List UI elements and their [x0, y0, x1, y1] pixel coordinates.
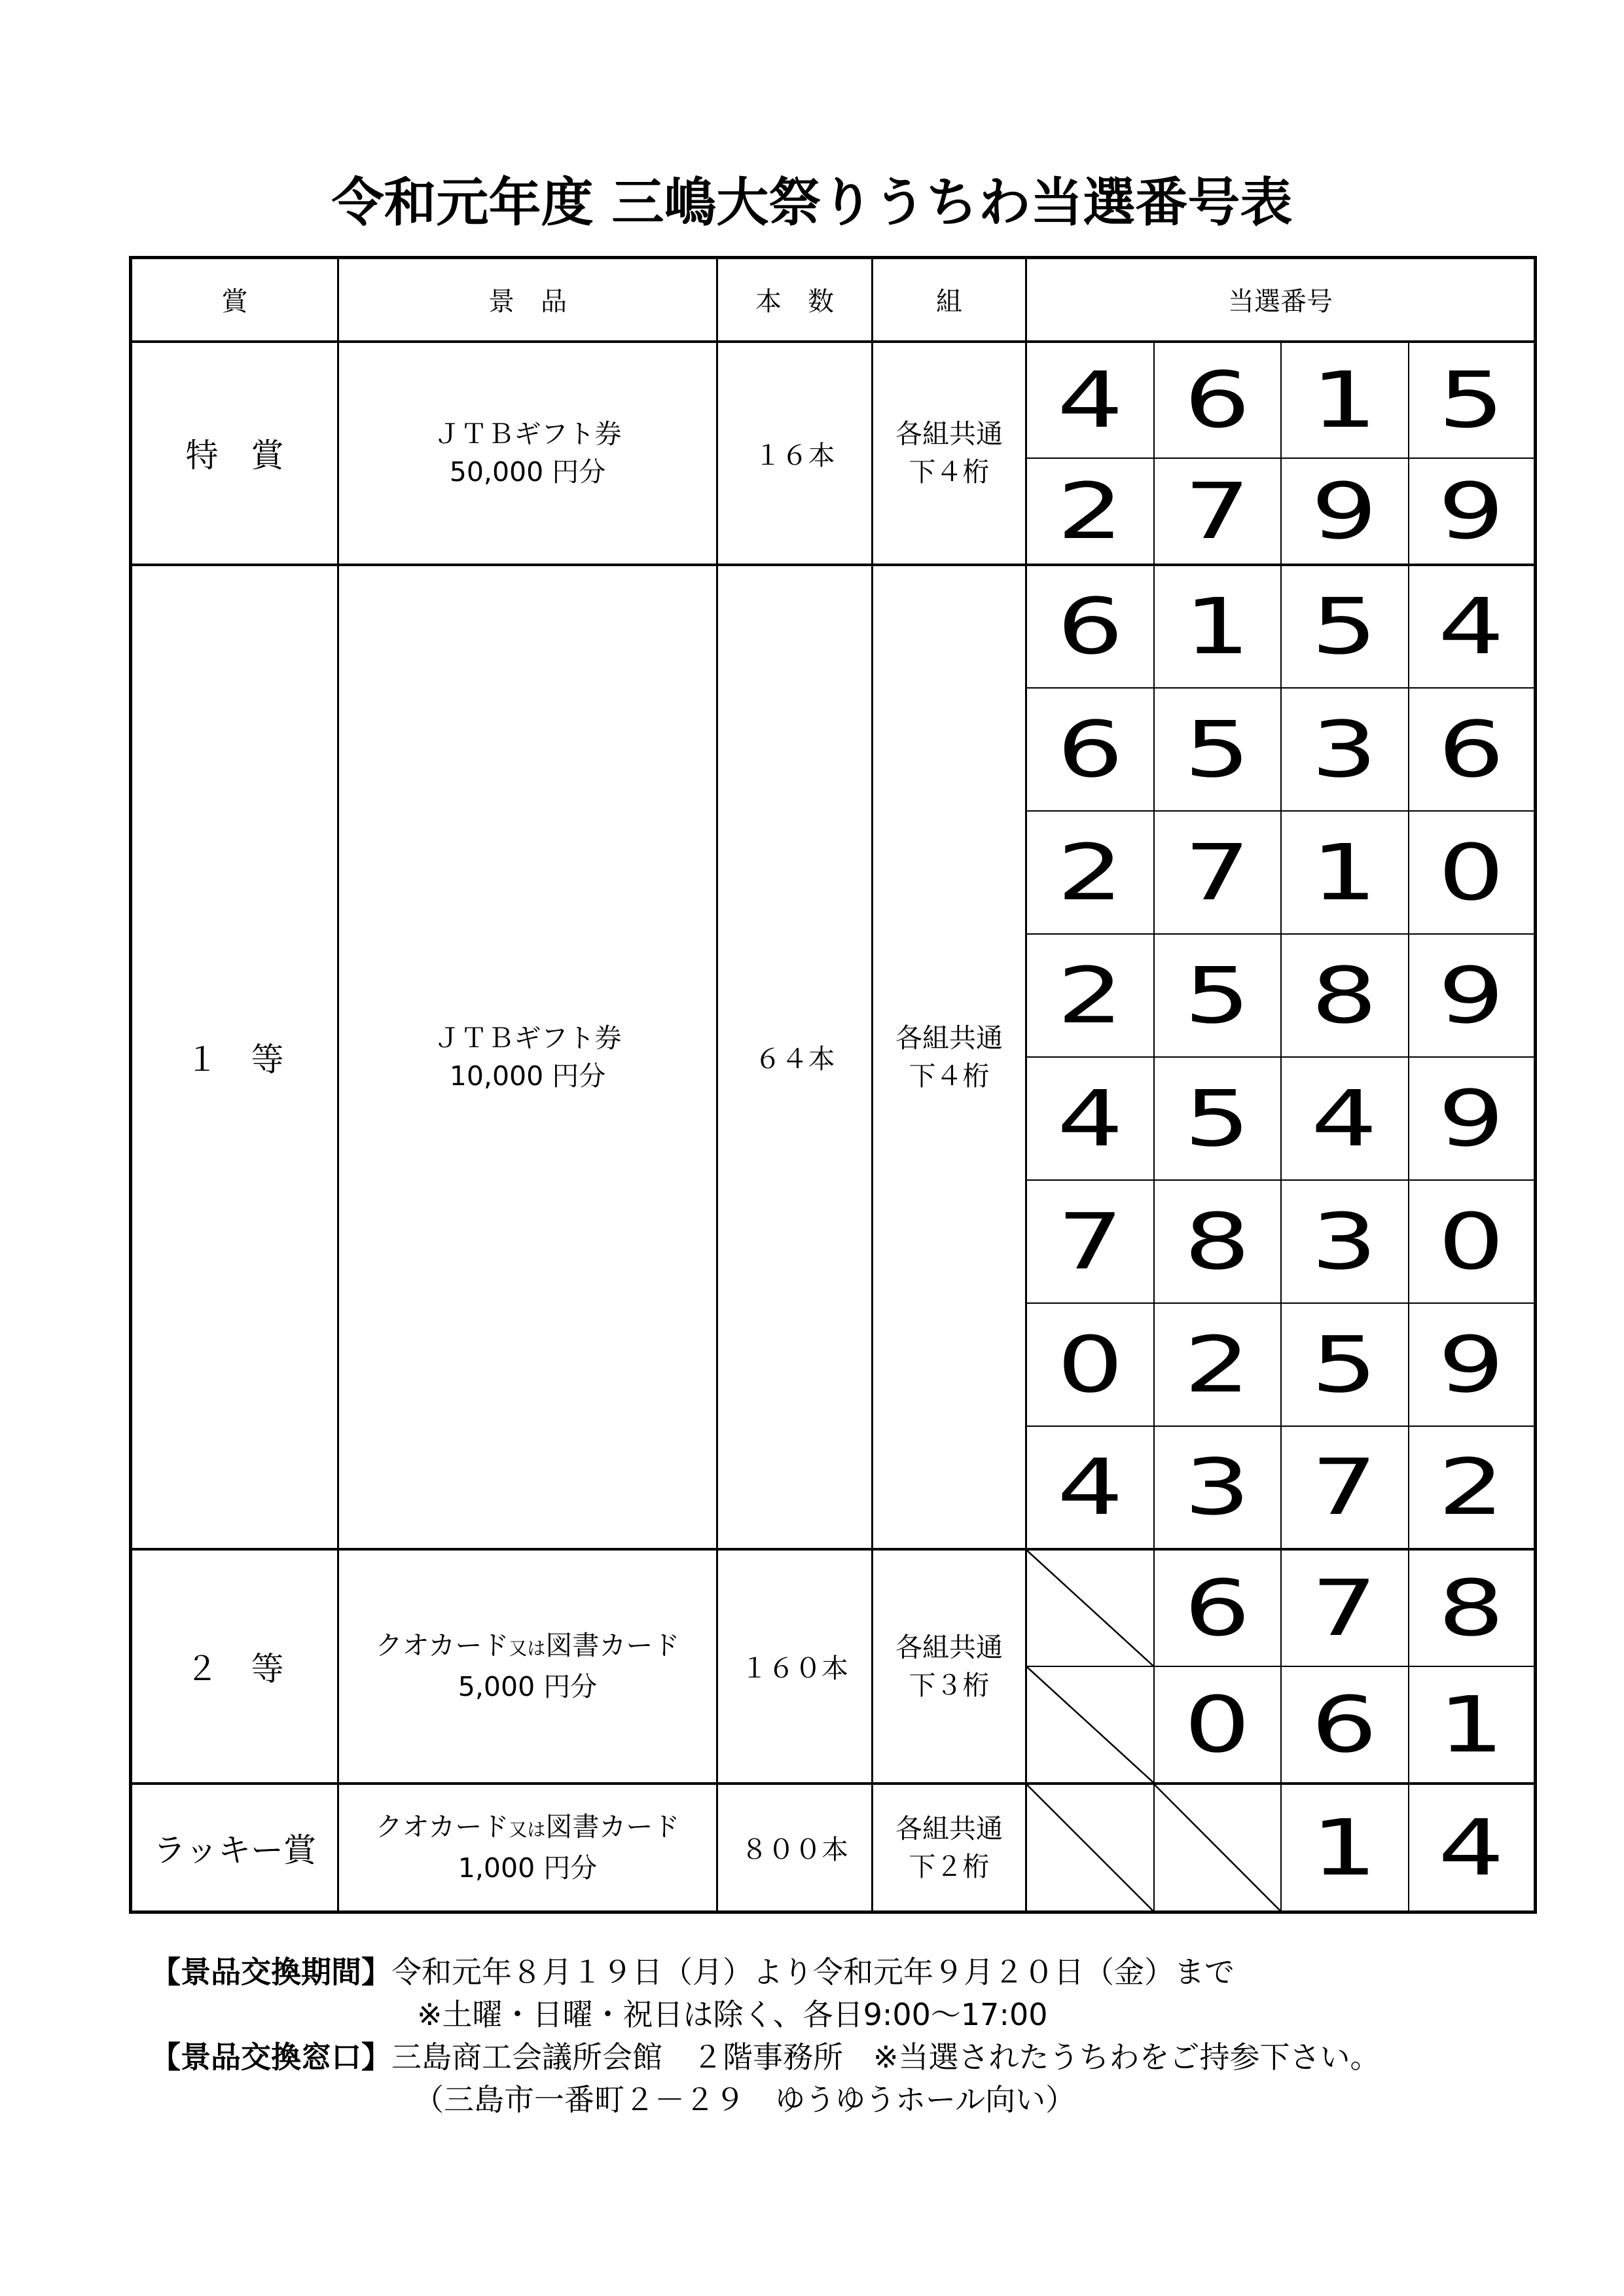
prize-group	[873, 1784, 1026, 1912]
prize-group-digits: 下３桁	[909, 1669, 990, 1701]
winning-number-cell	[1154, 342, 1281, 458]
winning-digit: 7	[1311, 1442, 1378, 1532]
prize-group-common: 各組共通	[895, 1022, 1003, 1054]
winning-number-cell	[1026, 565, 1154, 688]
winning-number-cell	[1409, 1784, 1536, 1912]
winning-digit: 8	[1183, 1196, 1251, 1287]
prize-group-digits: 下４桁	[909, 1060, 990, 1092]
winning-digit: 5	[1183, 950, 1251, 1041]
winning-number-cell	[1026, 688, 1154, 811]
prize-item	[338, 565, 717, 1549]
winning-digit: 7	[1183, 465, 1251, 556]
winning-digit: 6	[1056, 704, 1123, 795]
winning-number-cell	[1409, 1549, 1536, 1666]
winning-digit: 4	[1056, 1442, 1123, 1532]
winning-digit: 1	[1438, 1679, 1505, 1770]
prize-item-amount: 10,000 円分	[449, 1060, 606, 1092]
prize-item-name-or: 又は	[509, 1819, 546, 1841]
exchange-period	[151, 1951, 1235, 1993]
winning-number-cell	[1154, 1426, 1281, 1549]
header-group: 組	[873, 258, 1026, 342]
winning-number-cell	[1409, 688, 1536, 811]
prize-item-name-part: クオカード	[375, 1811, 509, 1843]
winning-digit: 1	[1183, 581, 1251, 672]
prize-name: １ 等	[131, 565, 338, 1549]
winning-numbers-table	[129, 256, 1537, 1914]
prize-item-amount: 1,000 円分	[458, 1852, 598, 1884]
diagonal-slash	[1027, 1551, 1153, 1666]
winning-digit: 6	[1056, 581, 1123, 672]
winning-number-cell	[1281, 688, 1409, 811]
prize-group-digits: 下４桁	[909, 456, 990, 488]
winning-number-cell	[1281, 1549, 1409, 1666]
winning-number-cell	[1409, 342, 1536, 458]
winning-digit: 2	[1056, 465, 1123, 556]
winning-digit: 2	[1056, 950, 1123, 1041]
prize-item	[338, 342, 717, 565]
winning-digit: 9	[1311, 465, 1378, 556]
unused-digit-cell	[1026, 1784, 1154, 1912]
winning-number-cell	[1281, 342, 1409, 458]
winning-digit: 0	[1183, 1679, 1251, 1770]
winning-number-cell	[1154, 1666, 1281, 1784]
winning-number-cell	[1409, 1303, 1536, 1426]
winning-number-cell	[1026, 1180, 1154, 1303]
winning-number-cell	[1154, 811, 1281, 934]
table-row-first-prize	[131, 565, 1536, 688]
winning-digit: 6	[1183, 1562, 1251, 1653]
winning-number-cell	[1154, 458, 1281, 565]
winning-digit: 5	[1183, 1073, 1251, 1164]
unused-digit-cell	[1154, 1784, 1281, 1912]
winning-number-cell	[1281, 1666, 1409, 1784]
exchange-place	[151, 2036, 1380, 2078]
prize-group-common: 各組共通	[895, 418, 1003, 450]
prize-item	[338, 1784, 717, 1912]
prize-item-name-part: 図書カード	[545, 1630, 680, 1661]
winning-number-cell	[1026, 934, 1154, 1057]
table-row-special-prize	[131, 342, 1536, 458]
prize-group	[873, 565, 1026, 1549]
prize-name: ラッキー賞	[131, 1784, 338, 1912]
winning-digit: 1	[1311, 827, 1378, 918]
unused-digit-cell	[1026, 1549, 1154, 1666]
winning-digit: 5	[1311, 1319, 1378, 1410]
prize-item-name-part: 図書カード	[545, 1811, 680, 1843]
prize-item-amount: 50,000 円分	[449, 456, 606, 488]
winning-number-cell	[1409, 565, 1536, 688]
prize-item-name: ＪＴＢギフト券	[433, 1022, 622, 1054]
prize-group-common: 各組共通	[895, 1631, 1003, 1663]
prize-group	[873, 342, 1026, 565]
winning-number-cell	[1026, 811, 1154, 934]
header-item: 景 品	[338, 258, 717, 342]
winning-digit: 3	[1311, 704, 1378, 795]
winning-number-cell	[1409, 1180, 1536, 1303]
winning-digit: 5	[1183, 704, 1251, 795]
winning-digit: 4	[1311, 1073, 1378, 1164]
prize-count: １６０本	[717, 1549, 873, 1784]
winning-number-cell	[1154, 1180, 1281, 1303]
winning-number-cell	[1154, 688, 1281, 811]
winning-digit: 4	[1056, 1073, 1123, 1164]
prize-group-common: 各組共通	[895, 1812, 1003, 1844]
winning-number-cell	[1154, 565, 1281, 688]
winning-digit: 8	[1438, 1562, 1505, 1653]
winning-digit: 2	[1438, 1442, 1505, 1532]
prize-name: 特 賞	[131, 342, 338, 565]
header-count: 本 数	[717, 258, 873, 342]
winning-digit: 1	[1311, 355, 1378, 445]
prize-item-amount: 5,000 円分	[458, 1671, 598, 1702]
header-numbers: 当選番号	[1026, 258, 1536, 342]
prize-name: ２ 等	[131, 1549, 338, 1784]
winning-digit: 9	[1438, 1073, 1505, 1164]
winning-number-cell	[1281, 811, 1409, 934]
winning-digit: 9	[1438, 950, 1505, 1041]
prize-group	[873, 1549, 1026, 1784]
winning-number-cell	[1409, 1426, 1536, 1549]
winning-digit: 0	[1438, 827, 1505, 918]
exchange-period-remark: ※土曜・日曜・祝日は除く、各日9:00～17:00	[417, 1997, 1048, 2032]
exchange-period-label: 【景品交換期間】	[151, 1954, 391, 1990]
winning-number-cell	[1409, 1666, 1536, 1784]
winning-digit: 7	[1056, 1196, 1123, 1287]
winning-digit: 4	[1056, 355, 1123, 445]
winning-digit: 7	[1183, 827, 1251, 918]
prize-item-name-or: 又は	[509, 1638, 546, 1659]
prize-count: ６４本	[717, 565, 873, 1549]
winning-number-cell	[1281, 458, 1409, 565]
winning-number-cell	[1281, 1784, 1409, 1912]
exchange-place-label: 【景品交換窓口】	[151, 2039, 391, 2075]
prize-item-name: ＪＴＢギフト券	[433, 418, 622, 450]
table-row-second-prize	[131, 1549, 1536, 1666]
winning-digit: 8	[1311, 950, 1378, 1041]
diagonal-slash	[1027, 1785, 1153, 1911]
winning-number-cell	[1281, 1057, 1409, 1180]
winning-digit: 6	[1438, 704, 1505, 795]
exchange-place-value: 三島商工会議所会館 ２階事務所 ※当選されたうちわをご持参下さい。	[391, 2039, 1380, 2075]
winning-number-cell	[1409, 811, 1536, 934]
winning-number-cell	[1154, 1549, 1281, 1666]
winning-digit: 3	[1183, 1442, 1251, 1532]
unused-digit-cell	[1026, 1666, 1154, 1784]
winning-digit: 6	[1183, 355, 1251, 445]
page-title: 令和元年度 三嶋大祭りうちわ当選番号表	[331, 172, 1293, 233]
winning-number-cell	[1154, 934, 1281, 1057]
winning-number-cell	[1026, 1057, 1154, 1180]
prize-group-digits: 下２桁	[909, 1850, 990, 1882]
prize-item-name	[339, 1626, 716, 1668]
winning-number-cell	[1281, 1303, 1409, 1426]
winning-digit: 4	[1438, 1802, 1505, 1893]
prize-count: １６本	[717, 342, 873, 565]
winning-number-cell	[1281, 1426, 1409, 1549]
winning-number-cell	[1154, 1303, 1281, 1426]
winning-digit: 9	[1438, 1319, 1505, 1410]
winning-number-cell	[1281, 565, 1409, 688]
table-row-lucky-prize	[131, 1784, 1536, 1912]
winning-number-cell	[1154, 1057, 1281, 1180]
winning-number-cell	[1409, 458, 1536, 565]
winning-number-cell	[1409, 934, 1536, 1057]
winning-digit: 9	[1438, 465, 1505, 556]
winning-digit: 7	[1311, 1562, 1378, 1653]
winning-digit: 0	[1438, 1196, 1505, 1287]
winning-number-cell	[1026, 342, 1154, 458]
winning-number-cell	[1026, 1303, 1154, 1426]
winning-digit: 5	[1311, 581, 1378, 672]
winning-number-cell	[1026, 1426, 1154, 1549]
prize-item	[338, 1549, 717, 1784]
winning-digit: 6	[1311, 1679, 1378, 1770]
exchange-period-value: 令和元年８月１９日（月）より令和元年９月２０日（金）まで	[391, 1954, 1235, 1990]
winning-digit: 1	[1311, 1802, 1378, 1893]
winning-number-cell	[1409, 1057, 1536, 1180]
winning-digit: 4	[1438, 581, 1505, 672]
winning-digit: 0	[1056, 1319, 1123, 1410]
winning-number-cell	[1281, 1180, 1409, 1303]
table-header-row	[131, 258, 1536, 342]
diagonal-slash	[1155, 1785, 1280, 1911]
exchange-place-address: （三島市一番町２－２９ ゆうゆうホール向い）	[414, 2082, 1076, 2117]
winning-number-cell	[1026, 458, 1154, 565]
diagonal-slash	[1027, 1667, 1153, 1782]
winning-digit: 2	[1056, 827, 1123, 918]
winning-digit: 2	[1183, 1319, 1251, 1410]
header-prize: 賞	[131, 258, 338, 342]
winning-digit: 5	[1438, 355, 1505, 445]
winning-digit: 3	[1311, 1196, 1378, 1287]
prize-item-name-part: クオカード	[375, 1630, 509, 1661]
winning-number-cell	[1281, 934, 1409, 1057]
prize-count: ８００本	[717, 1784, 873, 1912]
prize-item-name	[339, 1808, 716, 1849]
